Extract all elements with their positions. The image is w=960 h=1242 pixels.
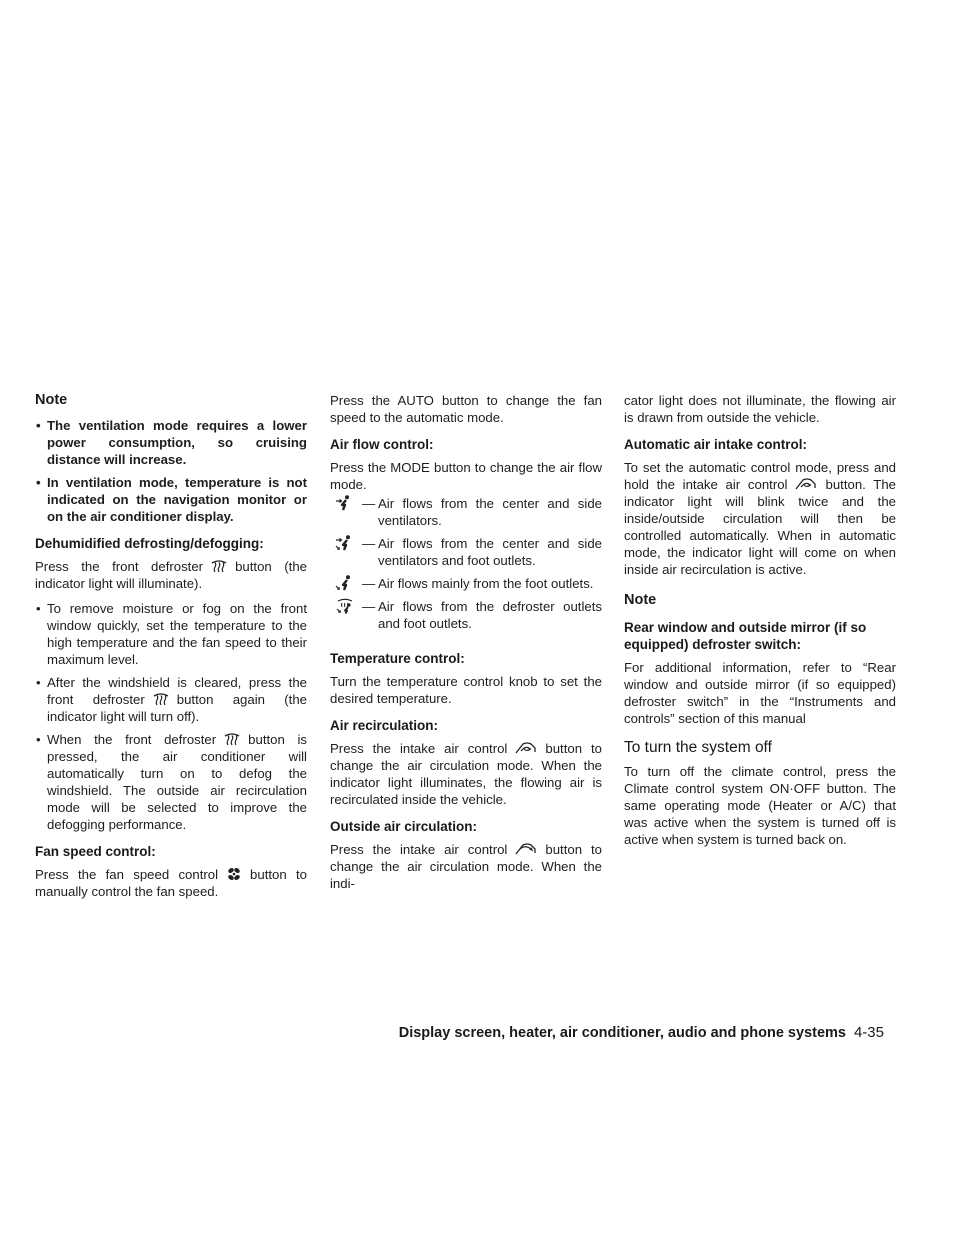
fan-speed-heading: Fan speed control: [35, 844, 156, 859]
rear-defroster-heading: Rear window and outside mirror (if so equipped) defroster switch: [624, 620, 867, 652]
dash: — [362, 599, 376, 614]
auto-intake-paragraph: To set the automatic control mode, press and hold the intake air control button. The indicator light will blink twice and the inside/outside circulation will then be controlled automatically. When in automatic mode, the indicator light will come on when inside air recirculation is active. [624, 460, 896, 577]
left-column [35, 392, 307, 908]
turn-off-paragraph: To turn off the climate control, press the Climate control system ON·OFF button. The same operating mode (Heater or A/C) that was active when the system is turned off is active when system is turned back on. [624, 764, 896, 847]
recirculation-heading: Air recirculation: [330, 718, 439, 733]
air-flow-paragraph: Press the MODE button to change the air flow mode. [330, 460, 602, 492]
mode-description: Air flows from the defroster outlets and foot outlets. [378, 599, 602, 631]
recirculation-icon [513, 741, 539, 755]
outside-air-heading: Outside air circulation: [330, 819, 478, 834]
temperature-paragraph: Turn the temperature control knob to set the desired temperature. [330, 674, 602, 706]
defrost-item: • When the front defroster button is pressed, the air conditioner will automatically turn on to defog the windshield. The outside air recirculation mode will be selected to improve the defogging performance. [35, 731, 307, 833]
defrost-item: • To remove moisture or fog on the front window quickly, set the temperature to the high temperature and the fan speed to their maximum level. [35, 600, 307, 668]
page-footer [399, 1024, 884, 1042]
right-column [624, 392, 896, 856]
rear-defroster-paragraph: For additional information, refer to “Rear window and outside mirror (if so equipped) defroster switch” in the “Instruments and controls” section of this manual [624, 660, 896, 726]
note-heading: Note [35, 392, 68, 408]
mode-row [330, 495, 602, 529]
middle-column [330, 392, 602, 900]
continued-paragraph: cator light does not illuminate, the flowing air is drawn from outside the vehicle. [624, 393, 896, 425]
mode-row [330, 575, 602, 592]
dehumidified-heading: Dehumidified defrosting/defogging: [35, 536, 264, 551]
front-defroster-icon [209, 559, 229, 573]
note-heading-2: Note [624, 592, 657, 608]
front-defroster-icon [222, 732, 242, 746]
air-flow-heading: Air flow control: [330, 437, 434, 452]
footer-section-title: Display screen, heater, air conditioner, audio and phone systems [398, 1025, 846, 1041]
vent-mode-icon [330, 495, 362, 511]
front-defroster-icon [151, 692, 171, 706]
mode-description: Air flows mainly from the foot outlets. [378, 576, 594, 591]
fan-icon [224, 867, 244, 881]
page-number: 4-35 [853, 1024, 884, 1041]
turn-off-heading: To turn the system off [624, 739, 772, 756]
mode-description: Air flows from the center and side ventilators and foot outlets. [378, 536, 602, 568]
dash: — [362, 496, 376, 511]
bi-level-mode-icon [330, 535, 362, 551]
dash: — [362, 536, 376, 551]
recirculation-paragraph: Press the intake air control button to change the air circulation mode. When the indicator light illuminates, the flowing air is recirculated inside the vehicle. [330, 741, 602, 807]
mode-row [330, 535, 602, 569]
outside-air-icon [513, 842, 539, 856]
defrost-list [35, 600, 307, 833]
note-item: • The ventilation mode requires a lower power consumption, so cruising distance will increase. [35, 417, 307, 468]
auto-intake-heading: Automatic air intake control: [624, 437, 808, 452]
dehumidified-paragraph: Press the front defroster button (the indicator light will illuminate). [35, 559, 307, 591]
note-list [35, 417, 307, 525]
foot-mode-icon [330, 575, 362, 591]
temperature-heading: Temperature control: [330, 651, 465, 666]
auto-paragraph: Press the AUTO button to change the fan speed to the automatic mode. [330, 393, 602, 425]
note-item: • In ventilation mode, temperature is not indicated on the navigation monitor or on the air conditioner display. [35, 474, 307, 525]
defrost-item: • After the windshield is cleared, press the front defroster button again (the indicator light will turn off). [35, 674, 307, 725]
fan-speed-paragraph: Press the fan speed control button to manually control the fan speed. [35, 867, 307, 899]
dash: — [362, 576, 376, 591]
outside-air-paragraph: Press the intake air control button to change the air circulation mode. When the indi- [330, 842, 602, 891]
mode-description: Air flows from the center and side ventilators. [378, 496, 602, 528]
defrost-foot-mode-icon [330, 598, 362, 614]
mode-row [330, 598, 602, 632]
intake-air-icon [793, 477, 819, 491]
